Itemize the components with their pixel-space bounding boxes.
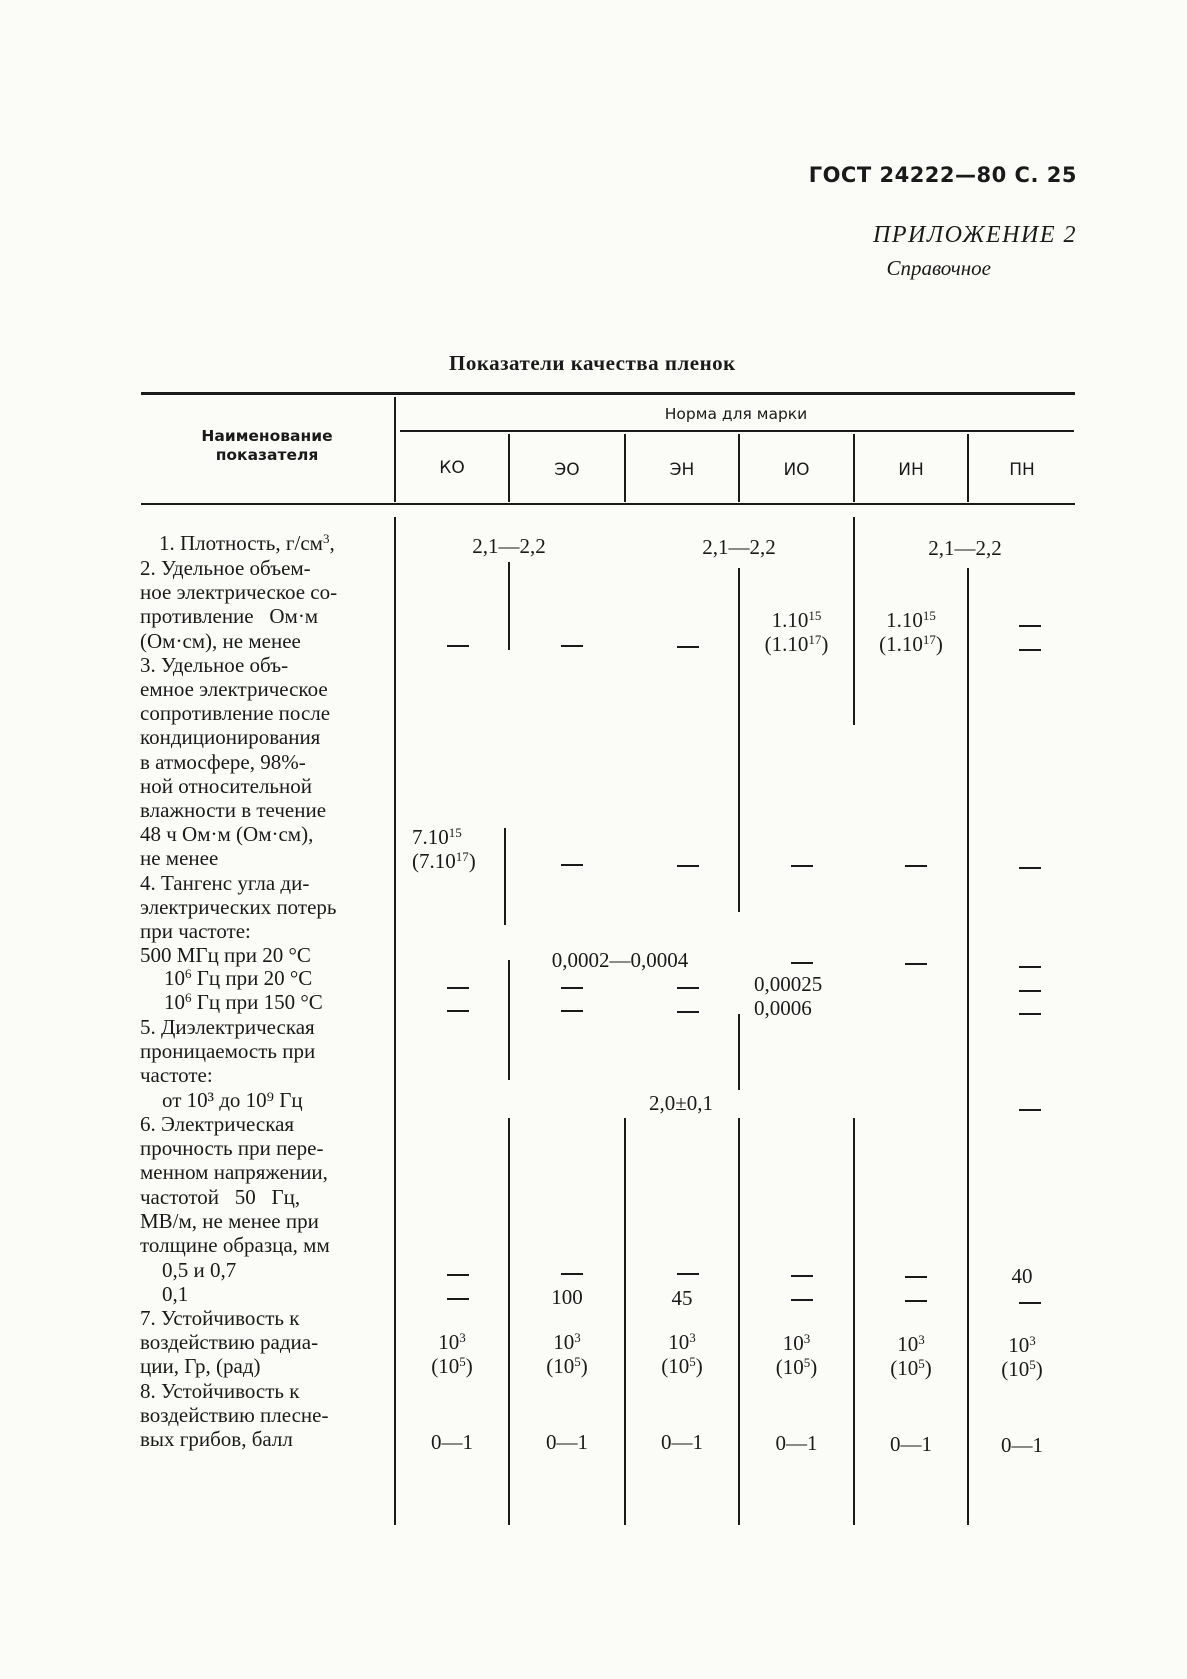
dash-strength-a-eo bbox=[561, 1273, 583, 1275]
dash-cond-eo bbox=[561, 864, 583, 866]
value-resist-in bbox=[855, 608, 967, 656]
dash-resist-en bbox=[677, 646, 699, 648]
value-fungi-io: 0—1 bbox=[775, 1431, 818, 1455]
value-text: ) bbox=[821, 632, 829, 656]
dash-tan-20-en bbox=[677, 987, 699, 989]
dash-tan-500-in bbox=[905, 963, 927, 965]
column-divider bbox=[624, 1118, 626, 1525]
value-resist-io bbox=[740, 608, 853, 656]
value-permittivity: 2,0±0,1 bbox=[648, 1091, 714, 1115]
dash-tan-20-ko bbox=[447, 987, 469, 989]
appendix-subtitle: Справочное bbox=[886, 256, 991, 280]
row-labels-radiation: 7. Устойчивость к воздействию радиа- ции, Гр, (рад) bbox=[140, 1306, 319, 1379]
value-superscript: 17 bbox=[922, 632, 936, 647]
value-strength-en: 45 bbox=[671, 1286, 693, 1310]
value-superscript: 3 bbox=[459, 1330, 466, 1345]
value-line bbox=[510, 1354, 624, 1378]
value-superscript: 3 bbox=[1029, 1333, 1036, 1348]
value-text: ) bbox=[935, 632, 943, 656]
value-cond-ko bbox=[412, 825, 502, 873]
value-line bbox=[740, 1331, 853, 1355]
table-top-rule bbox=[141, 392, 1075, 395]
dash-strength-a-ko bbox=[447, 1274, 469, 1276]
value-text: ) bbox=[695, 1354, 703, 1378]
name-header bbox=[141, 427, 393, 465]
dash-strength-a-en bbox=[677, 1273, 699, 1275]
row-labels-block: 2. Удельное объем- ное электрическое со- противление Ом·м (Ом·см), не менее 3. Удельное объ- емное электрическое сопротивление после кондиционирования в атмосфере, 98%- ной относительной влажности в течение 48 ч Ом·м (Ом·см), не менее 4. Тангенс угла ди- электрических потерь при частоте: 500 МГц при 20 °С bbox=[140, 556, 338, 968]
value-line bbox=[855, 1332, 967, 1356]
name-header-line: показателя bbox=[215, 446, 319, 464]
value-text: 10 bbox=[897, 1332, 919, 1356]
column-divider bbox=[508, 562, 510, 650]
dash-strength-b-pn bbox=[1019, 1302, 1041, 1304]
column-divider bbox=[738, 1118, 740, 1525]
value-strength-pn: 40 bbox=[1011, 1264, 1033, 1288]
value-line bbox=[740, 1355, 853, 1379]
value-density-in-pn: 2,1—2,2 bbox=[928, 536, 1002, 560]
label-text: 1. Плотность, г/см bbox=[159, 531, 323, 555]
dash-tan-500-pn bbox=[1019, 966, 1041, 968]
value-superscript: 3 bbox=[918, 1332, 925, 1347]
label-text: , bbox=[329, 531, 335, 555]
dash-cond-io bbox=[791, 865, 813, 867]
value-radiation-eo bbox=[510, 1330, 624, 1378]
label-superscript: 6 bbox=[185, 966, 192, 981]
value-superscript: 15 bbox=[448, 825, 462, 840]
value-fungi-eo: 0—1 bbox=[546, 1430, 588, 1454]
page-header: ГОСТ 24222—80 С. 25 bbox=[808, 163, 1077, 187]
dash-cond-in bbox=[905, 865, 927, 867]
table-title: Показатели качества пленок bbox=[449, 351, 736, 375]
row-label-tan-20 bbox=[164, 966, 312, 990]
dash-strength-b-ko bbox=[447, 1298, 469, 1300]
value-superscript: 5 bbox=[459, 1354, 466, 1369]
column-header-en: ЭН bbox=[669, 460, 695, 480]
column-divider bbox=[508, 1118, 510, 1525]
value-radiation-in bbox=[855, 1332, 967, 1380]
value-radiation-en bbox=[626, 1330, 738, 1378]
value-text: (1.10 bbox=[879, 632, 923, 656]
value-line bbox=[412, 849, 502, 873]
value-line bbox=[740, 632, 853, 656]
value-text: 10 bbox=[1008, 1333, 1030, 1357]
value-fungi-en: 0—1 bbox=[661, 1430, 703, 1454]
appendix-title: ПРИЛОЖЕНИЕ 2 bbox=[873, 222, 1077, 248]
value-tan-io-150: 0,0006 bbox=[754, 996, 812, 1020]
column-divider bbox=[504, 828, 506, 925]
column-divider bbox=[967, 568, 969, 1525]
dash-tan-150-ko bbox=[447, 1010, 469, 1012]
value-line bbox=[969, 1333, 1075, 1357]
dash-strength-a-io bbox=[791, 1275, 813, 1277]
value-radiation-io bbox=[740, 1331, 853, 1379]
row-label-thickness-a: 0,5 и 0,7 bbox=[162, 1258, 237, 1282]
value-strength-eo: 100 bbox=[551, 1285, 583, 1309]
dash-strength-a-in bbox=[905, 1276, 927, 1278]
value-text: ) bbox=[810, 1355, 818, 1379]
dash-cond-en bbox=[677, 865, 699, 867]
norm-header-rule bbox=[400, 430, 1074, 432]
value-text: ) bbox=[465, 1354, 473, 1378]
dash-permittivity-pn bbox=[1019, 1109, 1041, 1111]
value-line bbox=[855, 1356, 967, 1380]
column-header-ko: КО bbox=[439, 458, 465, 478]
value-superscript: 5 bbox=[574, 1354, 581, 1369]
value-line bbox=[396, 1354, 508, 1378]
dash-tan-20-pn bbox=[1019, 990, 1041, 992]
value-superscript: 17 bbox=[808, 632, 822, 647]
dash-tan-150-eo bbox=[561, 1010, 583, 1012]
value-text: ) bbox=[924, 1356, 932, 1380]
value-tan-io-20: 0,00025 bbox=[754, 972, 823, 996]
value-superscript: 15 bbox=[808, 608, 822, 623]
value-superscript: 15 bbox=[922, 608, 936, 623]
column-header-io: ИО bbox=[783, 460, 810, 480]
dash-tan-150-en bbox=[677, 1011, 699, 1013]
value-text: 10 bbox=[782, 1331, 804, 1355]
value-radiation-ko bbox=[396, 1330, 508, 1378]
value-line bbox=[855, 608, 967, 632]
dash-tan-500-io bbox=[791, 962, 813, 964]
row-label-tan-150 bbox=[164, 990, 323, 1014]
value-text: ) bbox=[1035, 1357, 1043, 1381]
value-text: (1.10 bbox=[764, 632, 809, 656]
value-text: 1.10 bbox=[771, 608, 809, 632]
value-text: (10 bbox=[546, 1354, 575, 1378]
value-superscript: 17 bbox=[455, 849, 469, 864]
label-text: 10 bbox=[164, 990, 185, 1014]
column-divider bbox=[738, 1014, 740, 1090]
value-fungi-in: 0—1 bbox=[890, 1432, 932, 1456]
value-line bbox=[626, 1330, 738, 1354]
norm-header: Норма для марки bbox=[664, 405, 808, 423]
value-text: ) bbox=[468, 849, 476, 873]
row-label-density bbox=[159, 531, 335, 555]
value-line bbox=[626, 1354, 738, 1378]
value-text: 10 bbox=[438, 1330, 460, 1354]
value-text: 10 bbox=[668, 1330, 690, 1354]
dash-tan-150-pn bbox=[1019, 1013, 1041, 1015]
dash-resist-pn bbox=[1019, 625, 1041, 627]
value-line bbox=[412, 825, 502, 849]
column-header-pn: ПН bbox=[1009, 460, 1035, 480]
column-divider bbox=[853, 1118, 855, 1525]
value-line bbox=[855, 632, 967, 656]
row-labels-permittivity: 5. Диэлектрическая проницаемость при частоте: bbox=[140, 1015, 316, 1088]
value-line bbox=[969, 1357, 1075, 1381]
column-divider bbox=[508, 960, 510, 1080]
value-superscript: 5 bbox=[689, 1354, 696, 1369]
label-superscript: 3 bbox=[322, 531, 330, 546]
value-text: (7.10 bbox=[412, 849, 456, 873]
value-superscript: 3 bbox=[574, 1330, 581, 1345]
value-text: (10 bbox=[775, 1355, 804, 1379]
name-header-line: Наименование bbox=[201, 427, 333, 445]
dash-strength-b-io bbox=[791, 1299, 813, 1301]
dash-resist-eo bbox=[561, 645, 583, 647]
value-superscript: 5 bbox=[803, 1355, 811, 1370]
column-header-eo: ЭО bbox=[554, 460, 580, 480]
label-superscript: 6 bbox=[185, 990, 192, 1005]
value-fungi-pn: 0—1 bbox=[1001, 1433, 1043, 1457]
value-superscript: 3 bbox=[689, 1330, 696, 1345]
row-labels-fungi: 8. Устойчивость к воздействию плесне- вых грибов, балл bbox=[140, 1379, 329, 1452]
label-text: Гц при 150 °С bbox=[191, 990, 323, 1014]
value-density-ko-eo: 2,1—2,2 bbox=[472, 534, 546, 558]
row-label-thickness-b: 0,1 bbox=[162, 1282, 189, 1306]
value-text: 10 bbox=[553, 1330, 575, 1354]
value-text: (10 bbox=[1001, 1357, 1030, 1381]
value-superscript: 5 bbox=[918, 1356, 925, 1371]
value-line bbox=[510, 1330, 624, 1354]
dash-resist-pn-alt bbox=[1019, 649, 1041, 651]
label-text: Гц при 20 °С bbox=[191, 966, 313, 990]
value-tan-500: 0,0002—0,0004 bbox=[551, 948, 689, 972]
value-text: 7.10 bbox=[412, 825, 449, 849]
row-label-freq-range: от 10³ до 10⁹ Гц bbox=[162, 1088, 303, 1112]
value-text: (10 bbox=[661, 1354, 690, 1378]
value-superscript: 5 bbox=[1029, 1357, 1036, 1372]
value-text: (10 bbox=[890, 1356, 919, 1380]
column-header-in: ИН bbox=[898, 460, 924, 480]
value-text: (10 bbox=[431, 1354, 460, 1378]
value-radiation-pn bbox=[969, 1333, 1075, 1381]
dash-strength-b-in bbox=[905, 1300, 927, 1302]
value-fungi-ko: 0—1 bbox=[431, 1430, 473, 1454]
value-line bbox=[396, 1330, 508, 1354]
value-density-en-io: 2,1—2,2 bbox=[702, 535, 776, 559]
value-superscript: 3 bbox=[803, 1331, 811, 1346]
value-text: ) bbox=[580, 1354, 588, 1378]
dash-resist-ko bbox=[447, 645, 469, 647]
value-text: 1.10 bbox=[886, 608, 923, 632]
value-line bbox=[740, 608, 853, 632]
label-text: 10 bbox=[164, 966, 185, 990]
row-labels-strength: 6. Электрическая прочность при пере- менном напряжении, частотой 50 Гц, МВ/м, не менее при толщине образца, мм bbox=[140, 1112, 330, 1258]
header-bottom-rule bbox=[141, 503, 1075, 505]
dash-tan-20-eo bbox=[561, 987, 583, 989]
dash-cond-pn bbox=[1019, 867, 1041, 869]
